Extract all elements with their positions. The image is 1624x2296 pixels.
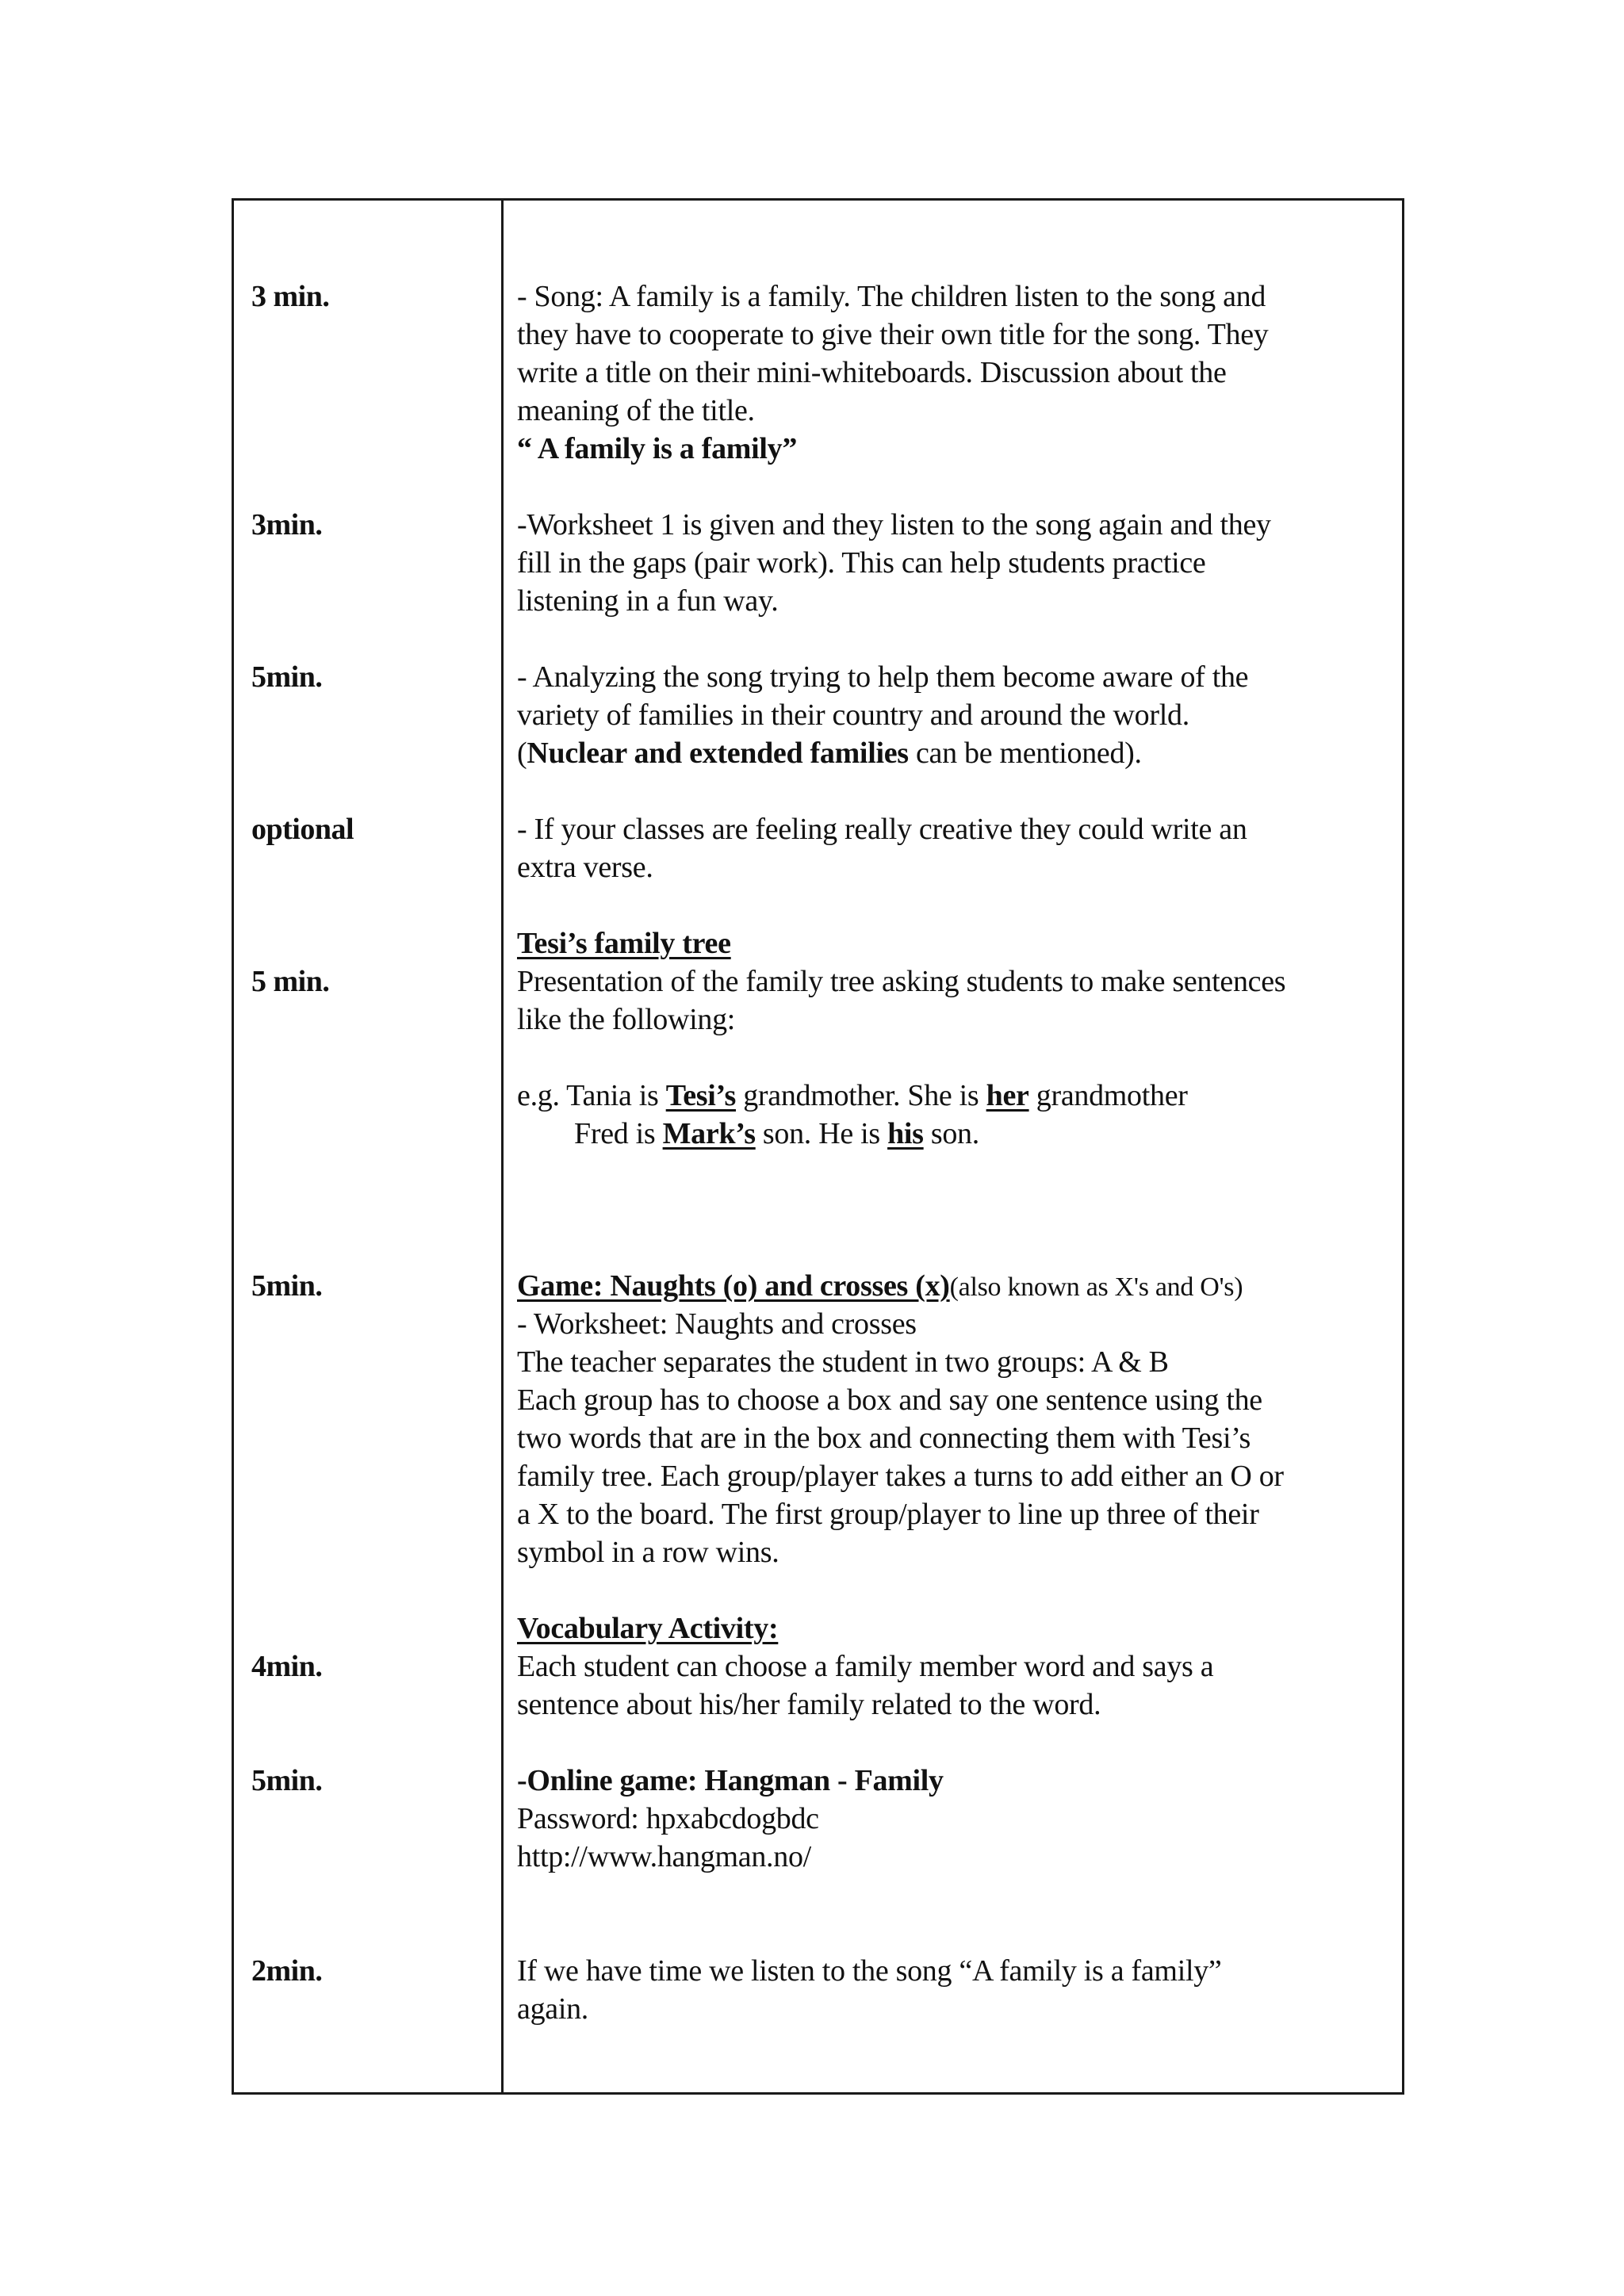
activity-text: The teacher separates the student in two groups: A & B bbox=[517, 1345, 1169, 1379]
emphasis-text: Nuclear and extended families bbox=[527, 737, 909, 770]
password-text: Password: hpxabcdogbdc bbox=[517, 1802, 819, 1835]
activity-text: extra verse. bbox=[517, 851, 653, 884]
activity-text: sentence about his/her family related to the word. bbox=[517, 1688, 1101, 1721]
time-cell: 5min. bbox=[251, 660, 323, 694]
activity-text: Presentation of the family tree asking students to make sentences bbox=[517, 965, 1286, 998]
time-cell: 4min. bbox=[251, 1650, 323, 1683]
activity-text: - Worksheet: Naughts and crosses bbox=[517, 1307, 917, 1341]
activity-text: variety of families in their country and around the world. bbox=[517, 698, 1189, 732]
time-cell: 5 min. bbox=[251, 965, 330, 998]
activity-text: again. bbox=[517, 1992, 588, 2026]
section-heading: Tesi’s family tree bbox=[517, 927, 731, 960]
activity-text: If we have time we listen to the song “A family is a family” bbox=[517, 1954, 1222, 1988]
activity-text: - Analyzing the song trying to help them become aware of the bbox=[517, 660, 1249, 694]
time-cell: 5min. bbox=[251, 1764, 323, 1797]
activity-text: - Song: A family is a family. The children listen to the song and bbox=[517, 280, 1266, 313]
activity-text: two words that are in the box and connecting them with Tesi’s bbox=[517, 1422, 1251, 1455]
time-cell: optional bbox=[251, 813, 354, 846]
activity-text: meaning of the title. bbox=[517, 394, 755, 427]
activity-text: - If your classes are feeling really creative they could write an bbox=[517, 813, 1247, 846]
section-heading: Vocabulary Activity: bbox=[517, 1612, 779, 1645]
lesson-plan-table bbox=[232, 198, 1404, 2095]
column-divider bbox=[501, 201, 504, 2092]
activity-text: Each group has to choose a box and say one sentence using the bbox=[517, 1383, 1262, 1417]
url-text: http://www.hangman.no/ bbox=[517, 1840, 811, 1873]
section-heading: -Online game: Hangman - Family bbox=[517, 1764, 944, 1797]
time-cell: 3min. bbox=[251, 508, 323, 541]
activity-text: -Worksheet 1 is given and they listen to the song again and they bbox=[517, 508, 1271, 541]
activity-text: family tree. Each group/player takes a turns to add either an O or bbox=[517, 1460, 1284, 1493]
activity-text: they have to cooperate to give their own title for the song. They bbox=[517, 318, 1269, 351]
activity-text: fill in the gaps (pair work). This can help students practice bbox=[517, 546, 1206, 580]
activity-text: listening in a fun way. bbox=[517, 584, 779, 618]
section-heading: Game: Naughts (o) and crosses (x)(also known as X's and O's) bbox=[517, 1269, 1243, 1303]
activity-text: write a title on their mini-whiteboards. Discussion about the bbox=[517, 356, 1227, 389]
time-cell: 2min. bbox=[251, 1954, 323, 1988]
activity-text: symbol in a row wins. bbox=[517, 1536, 779, 1569]
time-cell: 3 min. bbox=[251, 280, 330, 313]
activity-text: (Nuclear and extended families can be mentioned). bbox=[517, 737, 1142, 770]
example-sentence: e.g. Tania is Tesi’s grandmother. She is her grandmother bbox=[517, 1079, 1188, 1112]
activity-text: Each student can choose a family member word and says a bbox=[517, 1650, 1214, 1683]
song-title-quote: “ A family is a family” bbox=[517, 432, 798, 465]
activity-text: like the following: bbox=[517, 1003, 736, 1036]
activity-text: a X to the board. The first group/player to line up three of their bbox=[517, 1498, 1259, 1531]
time-cell: 5min. bbox=[251, 1269, 323, 1303]
example-sentence: Fred is Mark’s son. He is his son. bbox=[574, 1117, 979, 1150]
